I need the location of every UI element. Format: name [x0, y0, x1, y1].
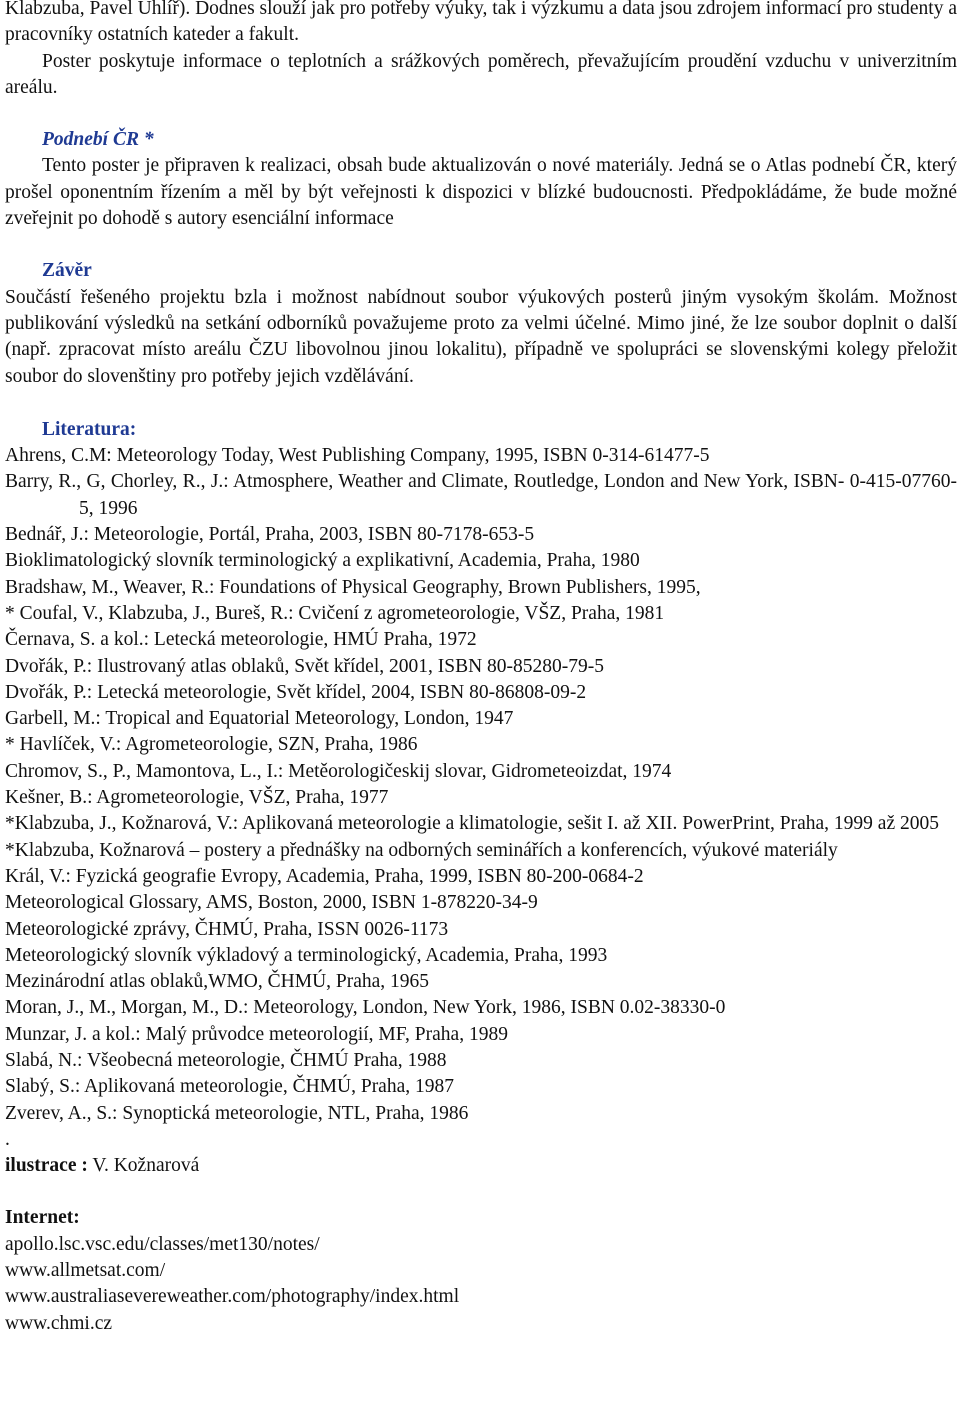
internet-link[interactable]: www.chmi.cz [5, 1312, 113, 1334]
internet-link[interactable]: www.allmetsat.com/ [5, 1260, 166, 1282]
zaver-heading: Závěr [42, 260, 92, 282]
reference-item: Zverev, A., S.: Synoptická meteorologie, NTL, Praha, 1986 [5, 1102, 469, 1124]
reference-item: Moran, J., M., Morgan, M., D.: Meteorology, London, New York, 1986, ISBN 0.02-38330-0 [5, 997, 726, 1019]
podnebi-heading: Podnebí ČR * [42, 129, 154, 151]
internet-heading: Internet: [5, 1207, 80, 1229]
reference-item: Mezinárodní atlas oblaků,WMO, ČHMÚ, Praha, 1965 [5, 971, 430, 993]
ilustrace-value: V. Kožnarová [92, 1155, 200, 1177]
reference-item: Meteorological Glossary, AMS, Boston, 2000, ISBN 1-878220-34-9 [5, 892, 538, 914]
reference-item: Dvořák, P.: Ilustrovaný atlas oblaků, Svět křídel, 2001, ISBN 80-85280-79-5 [5, 655, 605, 677]
reference-item: Kešner, B.: Agrometeorologie, VŠZ, Praha, 1977 [5, 787, 389, 809]
reference-item: Bradshaw, M., Weaver, R.: Foundations of Physical Geography, Brown Publishers, 1995, [5, 576, 701, 598]
internet-link[interactable]: www.australiasevereweather.com/photography/index.html [5, 1286, 460, 1308]
reference-item: Král, V.: Fyzická geografie Evropy, Academia, Praha, 1999, ISBN 80-200-0684-2 [5, 865, 644, 887]
reference-item: *Klabzuba, J., Kožnarová, V.: Aplikovaná meteorologie a klimatologie, sešit I. až XII. PowerPrint, Praha, 1999 až 2005 [5, 813, 939, 835]
reference-item: Slabá, N.: Všeobecná meteorologie, ČHMÚ Praha, 1988 [5, 1049, 447, 1071]
internet-link-list [5, 1232, 957, 1337]
separator-dot: . [5, 1128, 10, 1150]
ilustrace-label: ilustrace : [5, 1155, 88, 1177]
reference-item: *Klabzuba, Kožnarová – postery a přednášky na odborných seminářích a konferencích, výukové materiály [5, 839, 838, 861]
reference-item: Barry, R., G, Chorley, R., J.: Atmosphere, Weather and Climate, Routledge, London and New York, ISBN- 0-415-07760-5, 1996 [5, 471, 957, 519]
intro-paragraph-1: Klabzuba, Pavel Uhlíř). Dodnes slouží jak pro potřeby výuky, tak i výzkumu a data jsou zdrojem informací pro studenty a pracovníky ostatních kateder a fakult. [5, 0, 957, 46]
reference-item: Černava, S. a kol.: Letecká meteorologie, HMÚ Praha, 1972 [5, 629, 477, 651]
reference-item: Garbell, M.: Tropical and Equatorial Meteorology, London, 1947 [5, 708, 514, 730]
reference-item: Chromov, S., P., Mamontova, L., I.: Metěorologičeskij slovar, Gidrometeoizdat, 1974 [5, 760, 672, 782]
reference-item: Munzar, J. a kol.: Malý průvodce meteorologií, MF, Praha, 1989 [5, 1023, 508, 1045]
document-page [5, 0, 957, 1337]
internet-link[interactable]: apollo.lsc.vsc.edu/classes/met130/notes/ [5, 1233, 320, 1255]
zaver-text: Součástí řešeného projektu bzla i možnost nabídnout soubor výukových posterů jiným vysokým školám. Možnost publikování výsledků na setkání odborníků považujeme proto za velmi účelné. Mimo jiné, že lze soubor doplnit o další (např. zpracovat místo areálu ČZU libovolnou jinou lokalitu), případně ve spolupráci se slovenskými kolegy přeložit soubor do slovenštiny pro potřeby jejich vzdělávání. [5, 286, 957, 387]
reference-item: Meteorologické zprávy, ČHMÚ, Praha, ISSN 0026-1173 [5, 918, 449, 940]
reference-item: Bioklimatologický slovník terminologický a explikativní, Academia, Praha, 1980 [5, 550, 640, 572]
reference-item: * Havlíček, V.: Agrometeorologie, SZN, Praha, 1986 [5, 734, 418, 756]
reference-item: Meteorologický slovník výkladový a terminologický, Academia, Praha, 1993 [5, 944, 608, 966]
reference-item: * Coufal, V., Klabzuba, J., Bureš, R.: Cvičení z agrometeorologie, VŠZ, Praha, 1981 [5, 602, 665, 624]
reference-item: Bednář, J.: Meteorologie, Portál, Praha, 2003, ISBN 80-7178-653-5 [5, 524, 535, 546]
podnebi-text: Tento poster je připraven k realizaci, obsah bude aktualizován o nové materiály. Jedná se o Atlas podnebí ČR, který prošel oponentním řízením a měl by být veřejnosti k dispozici v blízké budoucnosti. Předpokládáme, že bude možné zveřejnit po dohodě s autory esenciální informace [5, 155, 957, 230]
intro-paragraph-2: Poster poskytuje informace o teplotních a srážkových poměrech, převažujícím proudění vzduchu v univerzitním areálu. [5, 50, 957, 98]
literatura-heading: Literatura: [42, 418, 137, 440]
reference-item: Slabý, S.: Aplikovaná meteorologie, ČHMÚ, Praha, 1987 [5, 1076, 454, 1098]
reference-item: Dvořák, P.: Letecká meteorologie, Svět křídel, 2004, ISBN 80-86808-09-2 [5, 681, 587, 703]
ilustrace-line [5, 1153, 957, 1179]
reference-list [5, 443, 957, 1127]
reference-item: Ahrens, C.M: Meteorology Today, West Publishing Company, 1995, ISBN 0-314-61477-5 [5, 445, 710, 467]
